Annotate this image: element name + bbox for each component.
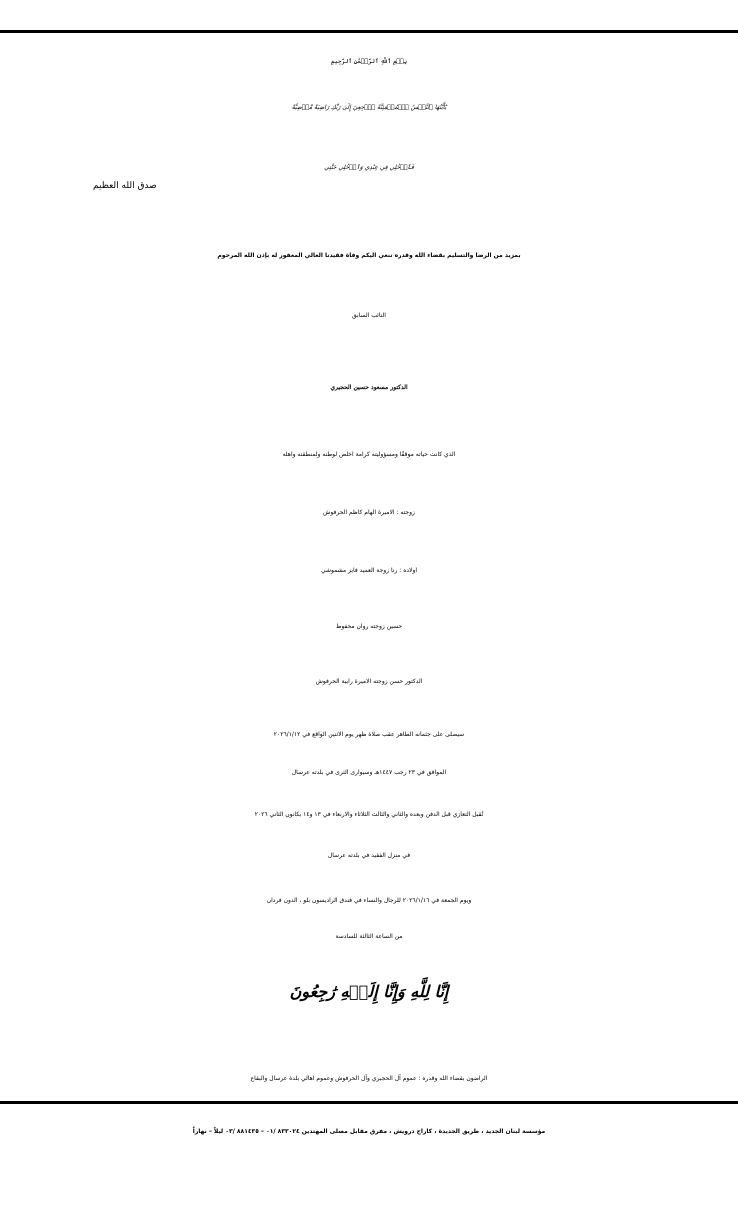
wife-line: زوجته : الاميرة الهام كاظم الحرفوش xyxy=(323,509,415,516)
mourners-line: الراضون بقضاء الله وقدره : عموم آل الحجيري وآل الحرفوش وعموم اهالي بلدة عرسال والبقاع xyxy=(250,1075,488,1082)
friday-hours-line: من الساعة الثالثة للسادسة xyxy=(335,933,403,940)
deceased-rank: النائب السابق xyxy=(352,312,386,319)
quran-verse-line-1: يَٰٓأَيَّتُهَا ٱلنَّفۡسُ ٱلۡمُطۡمَئِنَّةُ ٱرۡجِعِيٓ إِلَىٰ رَبِّكِ رَاضِيَةً مَّرۡضِيَّةً xyxy=(291,104,447,111)
top-border xyxy=(0,30,738,33)
inna-lillah-calligraphy: إِنَّا لِلَّهِ وَإِنَّا إِلَيۡهِ رَٰجِعُونَ xyxy=(289,982,449,1001)
funeral-burial-line: الموافق في ٢٣ رجب ١٤٤٧هـ وسيوارى الثرى في بلدته عرسال xyxy=(291,769,447,776)
deceased-description: الذي كانت حياته موقفًا ومسؤوليته كرامة اخلص لوطنه ولمنطقته واهله xyxy=(282,451,456,458)
basmala: بِسۡمِ ٱللَّهِ ٱلرَّحۡمَٰنِ ٱلرَّحِيمِ xyxy=(330,58,408,65)
children-line-3: الدكتور حسن زوجته الاميرة رابية الحرفوش xyxy=(315,678,423,685)
condolences-line: تُقبل التعازي قبل الدفن وبعده والثاني والثالث الثلاثاء والاربعاء في ١٣ و١٤ بكانون الثاني ٢٠٢٦ xyxy=(254,811,484,818)
friday-condolences-line: ويوم الجمعة في ٢٠٢٦/١/١٦ للرجال والنساء في فندق الراديسون بلو ، الدون فردان xyxy=(266,897,472,904)
children-line-1: اولاده : رنا زوجة العميد فايز مشموشي xyxy=(320,567,418,574)
condolences-place-line: في منزل الفقيد في بلدته عرسال xyxy=(327,852,411,859)
death-announcement-intro: بمزيد من الرضا والتسليم بقضاء الله وقدره ننعي اليكم وفاة فقيدنا الغالي المغفور له بإذن الله المرحوم xyxy=(217,252,521,259)
funeral-home-address: مؤسسة لبنان الجديد ، طريق الجديدة ، كاراج درويش ، مفرق مقابل مصلى المهتدين ٨٣٣٠٢٤ /٠١ – ٨٨١٤٣٥ /٠٣ ليلاً – نهاراً xyxy=(192,1128,546,1135)
funeral-prayer-line: سيصلى على جثمانه الطاهر عقب صلاة ظهر يوم الاثنين الواقع في ٢٠٢٦/١/١٢ xyxy=(273,731,465,738)
quran-verse-line-2: فَٱدۡخُلِي فِي عِبَٰدِي وَٱدۡخُلِي جَنَّتِي xyxy=(324,164,414,171)
sadaqa-label: صدق الله العظيم xyxy=(93,181,157,191)
footer-border xyxy=(0,1101,738,1104)
deceased-name: الدكتور مسعود حسين الحجيري xyxy=(330,384,408,391)
children-line-2: حسين زوجته روان محفوظ xyxy=(335,623,403,630)
